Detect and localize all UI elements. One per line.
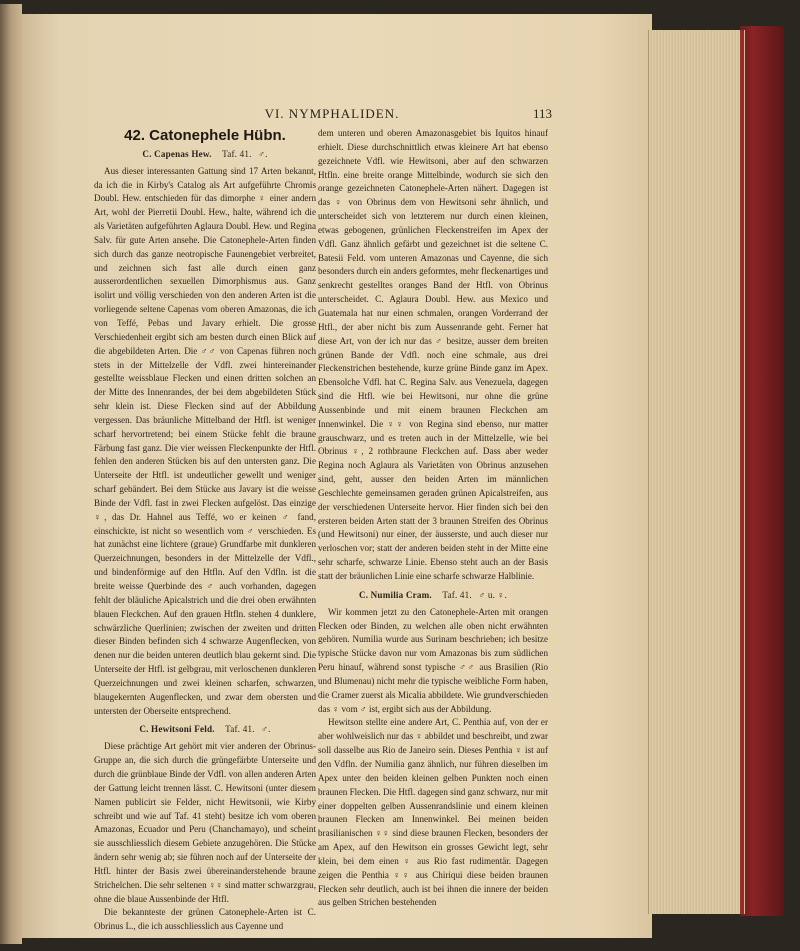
paragraph: dem unteren und oberen Amazonasgebiet bis Iquitos hinauf erhielt. Diese durchschnittlich etwas kleinere Art hat ebenso gezeichnete Vdfl. wie Hewitsoni, aber auf den schwarzen Htfln. eine breite orange Mittelbinde, wodurch sie sich den orange gezeichneten Catonephele-Arten nähert. Dagegen ist das ♀ von Obrinus dem von Hewitsoni sehr ähnlich, und unterscheidet sich von letzterem nur durch einen kleinen, etwas gebogenen, grünlichen Fleckenstreifen im Apex der Vdfl. Ganz ähnlich gefärbt und gezeichnet ist die seltene C. Batesii Feld. vom unteren Amazonas und Cayenne, die sich besonders durch ein anders geformtes, mehr fleckenartiges und senkrecht gestelltes oranges Band der Htfl. von Obrinus unterscheidet. C. Aglaura Doubl. Hew. aus Mexico und Guatemala hat nur einen schmalen, orangen Vorderrand der Htfl., der aber nicht bis zum Aussenrande geht. Ferner hat diese Art, von der ich nur das ♂ besitze, ausser dem breiten grünen Bande der Vdfl. noch eine schmale, aus drei Fleckenstrichen bestehende, kurze grüne Binde ganz im Apex. Ebensolche Vdfl. hat C. Regina Salv. aus Venezuela, dagegen sind die Htfl. wie bei Hewitsoni, nur ohne die grüne Aussenbinde und mit einem braunen Fleckchen am Innenwinkel. Die ♀♀ von Regina sind ebenso, nur matter grauschwarz, und es treten auch in der Mittelzelle, wie bei Obrinus ♀, 2 rothbraune Fleckchen auf. Dass aber weder Regina noch Aglaura als Varietäten von Obrinus anzusehen sind, geht, ausser den beiden Arten im männlichen Geschlechte gemeinsamen geraden grünen Apicalstreifen, aus der verschiedenen Unterseite hervor. Hier finden sich bei den ersteren beiden Arten statt der 3 braunen Streifen des Obrinus (und Hewitsoni) nur einer, der äusserste, und auch dieser nur verloschen vor; statt der anderen beiden steht in der Mitte eine sehr scharfe, schwarze Linie. Ebenso steht auch an der Basis statt der bräunlichen Linie eine scharfe schwarze Halblinie.: [318, 128, 548, 581]
left-column: [94, 127, 316, 934]
species-name: C. Hewitsoni Feld.: [139, 724, 215, 735]
book-cover: [740, 26, 784, 916]
running-head: VI. NYMPHALIDEN.: [264, 106, 400, 121]
right-column: [318, 127, 548, 910]
paragraph: Aus dieser interessanten Gattung sind 17 Arten bekannt, da ich die in Kirby's Catalog als Art aufgeführte Chromis Doubl. Hew. entschieden für das dimorphe ♀ einer andern Art, wohl der Pierretii Doubl. Hew., halte, während ich die als Varietäten aufgeführten Aglaura Doubl. Hew. und Regina Salv. für gute Arten ansehe. Die Catonephele-Arten finden sich durch das ganze neotropische Faunengebiet verbreitet, und zeichnen sich fast alle durch einen ganz ausserordentlichen sexuellen Dimorphismus aus. Ganz isolirt und völlig verschieden von den anderen Arten ist die vorliegende seltene Capenas vom oberen Amazonas, die ich von Teffé, Pebas und Javary erhielt. Die grosse Verschiedenheit ergibt sich am besten durch einen Blick auf die abgebildeten Arten. Die ♂♂ von Capenas führen noch stets in der Mittelzelle der Vdfl. zwei hintereinander gestellte weissblaue Flecken und einen dritten solchen an der Mitte des Innenrandes, der bei dem abgebildeten Stück sehr klein ist. Diese Flecken sind auf der Abbildung vergessen. Das bräunliche Mittelband der Htfl. ist weniger scharf hervortretend; bei einem Stücke fehlt die braune Färbung fast ganz. Die vier weissen Fleckenpunkte der Htfl. fehlen den anderen Stücken bis auf den untersten ganz. Die Unterseite der Htfl. ist undeutlicher gewellt und weniger scharf gebändert. Bei dem Stücke aus Javary ist die weisse Binde der Vdfl. fast in zwei Flecken aufgelöst. Das einzige ♀, das Dr. Hahnel aus Teffé, wo er keinen ♂ fand, einschickte, ist nicht so wesentlich vom ♂ verschieden. Es hat zunächst eine lichtere (graue) Grundfarbe mit dunkleren Querzeichnungen, besonders in der Mittelzelle der Vdfl., und bindenförmige auf den Htfln. Auf den Vdfln. ist die breite weisse Querbinde des ♂ auch vorhanden, dagegen fehlt der bläuliche Apicalstrich und die drei oben erwähnten blauen Fleckchen. Auf den grauen Htfln. stehen 4 dunklere, schwärzliche Querlinien; zwischen der zweiten und dritten dieser Binden befinden sich 4 schwarze Augenflecken, von denen nur die beiden unteren deutlich blau gekernt sind. Die Unterseite der Htfl. ist gelbgrau, mit verloschenen dunkleren Querzeichnungen und zwei kleinen scharfen, schwarzen, blaugekernten Augenflecken, und zwar dem obersten und untersten der Oberseite entsprechend.: [94, 165, 316, 716]
sex-symbol: ♂.: [261, 724, 271, 735]
sex-symbol: ♂.: [258, 148, 268, 159]
section-title: 42. Catonephele Hübn.: [124, 127, 286, 144]
species-heading-hewitsoni: [94, 723, 316, 737]
page-number: 113: [532, 106, 552, 121]
plate-reference: Taf. 41.: [222, 148, 252, 159]
page-block-edge: [648, 30, 745, 914]
paragraph: Die bekannteste der grünen Catonephele-Arten ist C. Obrinus L., die ich ausschliesslich aus Cayenne und: [94, 907, 316, 932]
paragraph: Diese prächtige Art gehört mit vier anderen der Obrinus-Gruppe an, die sich durch die grüngefärbte Unterseite und durch die grünblaue Binde der Vdfl. von allen anderen Arten der Gattung leicht trennen lässt. C. Hewitsoni (unter diesem Namen publicirt sie Felder, nicht Hewitsonii, wie Kirby schreibt und wie auf Taf. 41 steht) besitze ich vom oberen Amazonas, Ecuador und Peru (Chanchamayo), und scheint sie ausschliesslich diesem Gebiete anzugehören. Die Stücke ändern sehr wenig ab; sie führen noch auf der Unterseite der Htfl. hinter der Basis zwei übereinanderstehende braune Strichelchen. Die sehr seltenen ♀♀ sind matter schwarzgrau, ohne die blaue Aussenbinde der Htfl.: [94, 741, 316, 904]
paragraph: Hewitson stellte eine andere Art, C. Penthia auf, von der er aber wohlweislich nur das ♀ abbildet und beschreibt, und zwar soll dasselbe aus Rio de Janeiro sein. Dieses Penthia ♀ ist auf den Vdfln. der Numilia ganz ähnlich, nur führen dieselben im Apex unter den beiden kleinen gelben Punkten noch einen braunen Flecken. Die Htfl. dagegen sind ganz schwarz, nur mit einer doppelten gelben Aussenrandslinie und einem kleinen braunen Flecken am Innenwinkel. Bei meinen beiden brasilianischen ♀♀ sind diese braunen Flecken, besonders der am Apex, auf den Hewitson ein grosses Gewicht legt, sehr klein, bei dem einen ♀ aus Rio fast rudimentär. Dagegen zeigen die Penthia ♀♀ aus Chiriqui diese beiden braunen Flecken sehr deutlich, auch ist bei ihnen die innere der beiden aus gelben Strichen bestehenden: [318, 717, 548, 908]
plate-reference: Taf. 41.: [225, 724, 255, 735]
cover-inner-edge: [740, 30, 744, 914]
plate-reference: Taf. 41.: [442, 589, 472, 600]
species-heading-numilia: [318, 589, 548, 603]
facing-page-edge: [0, 4, 22, 944]
sex-symbol: ♂ u. ♀.: [478, 589, 508, 600]
paragraph: Wir kommen jetzt zu den Catonephele-Arten mit orangen Flecken oder Binden, zu welchen alle oben nicht erwähnten gehören. Numilia wurde aus Surinam beschrieben; ich besitze typische Stücke davon nur vom Amazonas bis zum südlichen Peru hinauf, während sonst typische ♂♂ aus Brasilien (Rio und Blumenau) nicht mehr die typische weibliche Form haben, die Cramer zuerst als Micalia abbildete. Wie grundverschieden das ♀ vom ♂ ist, ergibt sich aus der Abbildung.: [318, 606, 548, 714]
species-heading-capenas: [94, 148, 316, 162]
species-name: C. Capenas Hew.: [142, 148, 212, 159]
species-name: C. Numilia Cram.: [358, 589, 432, 600]
